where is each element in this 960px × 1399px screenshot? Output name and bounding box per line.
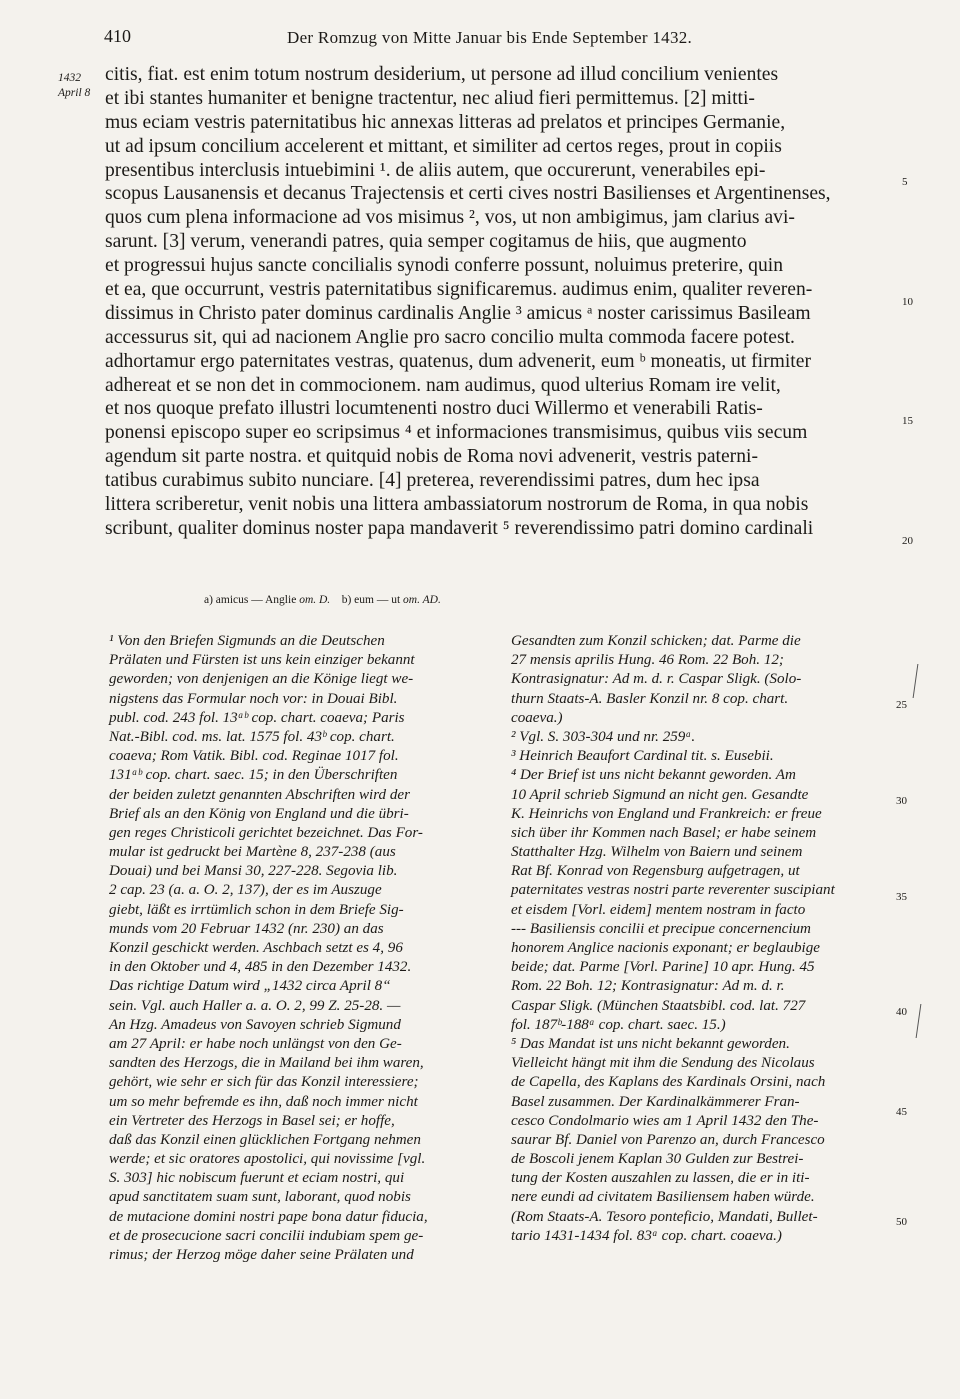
main-text-line: quos cum plena informacione ad vos misimus ², vos, ut non ambigimus, jam clarius avi-: [105, 207, 795, 229]
apparatus-b-sigla: om. AD.: [403, 594, 441, 606]
footnote-line: saurar Bf. Daniel von Parenzo an, durch Francesco: [511, 1131, 825, 1148]
line-number: 15: [902, 415, 913, 427]
main-text-line: citis, fiat. est enim totum nostrum desiderium, ut persone ad illud concilium venientes: [105, 64, 779, 85]
footnote-line: Nat.-Bibl. cod. ms. lat. 1575 fol. 43ᵇ cop. chart.: [109, 728, 395, 745]
main-text-line: scribunt, qualiter dominus noster papa mandaverit ⁵ reverendissimo patri domino cardinali: [105, 517, 814, 539]
footnote-line: Konzil geschickt werden. Aschbach setzt es 4, 96: [109, 940, 403, 956]
footnote-line: tung der Kosten auszahlen zu lassen, die er in iti-: [511, 1170, 810, 1187]
margin-date-year: 1432: [58, 72, 81, 84]
main-text-line: et progressui hujus sancte concilialis synodi conferre possunt, noluimus preterire, quin: [105, 255, 784, 277]
apparatus-a-sigla: om. D.: [299, 594, 331, 606]
footnote-line: --- Basiliensis concilii et precipue concernencium: [511, 920, 811, 937]
footnote-line: K. Heinrichs von England und Frankreich: er freue: [511, 805, 822, 822]
footnote-line: An Hzg. Amadeus von Savoyen schrieb Sigmund: [109, 1016, 401, 1033]
main-text-line: et ea, que occurrunt, vestris paternitatibus significaremus. audimus enim, qualiter reveren-: [105, 279, 813, 301]
line-number: 20: [902, 535, 913, 547]
line-number: 25: [896, 699, 907, 711]
footnote-line: Douai) und bei Mansi 30, 227-228. Segovia lib.: [109, 863, 398, 880]
footnote-line: 10 April schrieb Sigmund an nicht gen. Gesandte: [511, 786, 809, 803]
line-number: 35: [896, 891, 907, 903]
main-text-line: et ibi stantes humaniter et benigne tractentur, nec aliud fieri permittemus. [2] mitti-: [105, 87, 755, 109]
footnote-line: publ. cod. 243 fol. 13ᵃᵇ cop. chart. coaeva; Paris: [109, 709, 405, 726]
footnote-line: fol. 187ᵇ-188ᵃ cop. chart. saec. 15.): [511, 1016, 726, 1033]
footnote-line: et eisdem [Vorl. eidem] mentem nostram in facto: [511, 901, 806, 918]
footnote-line: cesco Condolmario wies am 1 April 1432 den The-: [511, 1112, 819, 1129]
main-text-line: adhortamur ergo paternitates vestras, quatenus, dum advenerit, eum ᵇ moneatis, ut firmiter: [105, 350, 811, 372]
main-text-line: presentibus interclusis intuebimini ¹. de aliis autem, que occurerunt, venerabiles epi-: [105, 159, 766, 181]
line-number: 40: [896, 1006, 907, 1018]
footnote-line: in den Oktober und 4, 485 in den Dezember 1432.: [109, 959, 412, 976]
footnote-line: geworden; von denjenigen an die Könige liegt we-: [109, 671, 414, 688]
footnote-line: mular ist gedruckt bei Martène 8, 237-238 (aus: [109, 844, 396, 861]
main-text-line: accessurus sit, qui ad nacionem Anglie pro sacro concilio multa commoda facere potest.: [105, 326, 795, 348]
footnote-line: Gesandten zum Konzil schicken; dat. Parme die: [511, 633, 801, 649]
footnote-line: thurn Staats-A. Basler Konzil nr. 8 cop. chart.: [511, 690, 789, 707]
main-text: [105, 63, 898, 541]
main-text-line: tatibus curabimus subito nunciare. [4] preterea, reverendissimi patres, dum hec ipsa: [105, 470, 760, 492]
footnote-line: tario 1431-1434 fol. 83ᵃ cop. chart. coaeva.): [511, 1227, 782, 1244]
main-text-line: adhereat et se non det in commocionem. nam audimus, quod ulterius Romam ire velit,: [105, 374, 781, 396]
line-number: 50: [896, 1216, 907, 1228]
footnote-line: Rom. 22 Boh. 12; Kontrasignatur: Ad m. d. r.: [511, 978, 785, 995]
main-text-line: sarunt. [3] verum, venerandi patres, quia semper cogitamus de hiis, que augmento: [105, 231, 747, 253]
main-text-line: ut ad ipsum concilium accelerent et mittant, et similiter ad certos reges, prout in copiis: [105, 135, 782, 157]
footnote-line: ⁵ Das Mandat ist uns nicht bekannt geworden.: [511, 1035, 790, 1052]
footnote-line: munds vom 20 Februar 1432 (nr. 230) an das: [109, 920, 384, 937]
line-number: 45: [896, 1106, 907, 1118]
footnote-line: Das richtige Datum wird „1432 circa April 8“: [109, 978, 391, 995]
line-number: 5: [902, 176, 908, 188]
apparatus-a: a) amicus — Anglie: [204, 594, 297, 606]
footnote-line: um so mehr befremde es ihn, daß noch immer nicht: [109, 1093, 418, 1110]
margin-date: [58, 71, 90, 101]
footnote-line: nere eundi ad civitatem Basiliensem haben würde.: [511, 1189, 815, 1206]
line-number: 10: [902, 296, 913, 308]
footnote-line: (Rom Staats-A. Tesoro ponteficio, Mandati, Bullet-: [511, 1208, 818, 1225]
footnote-line: Statthalter Hzg. Wilhelm von Baiern und seinem: [511, 844, 803, 861]
footnote-line: Caspar Sligk. (München Staatsbibl. cod. lat. 727: [511, 997, 806, 1014]
footnote-line: Vielleicht hängt mit ihm die Sendung des Nicolaus: [511, 1055, 815, 1072]
footnote-line: Rat Bf. Konrad von Regensburg aufgetragen, ut: [511, 863, 800, 880]
footnote-line: werde; et sic oratores apostolici, qui novissime [vgl.: [109, 1151, 426, 1168]
margin-date-day: April 8: [58, 87, 91, 99]
main-text-line: et nos quoque prefato illustri locumtenenti nostro duci Willermo et venerabili Ratis-: [105, 398, 763, 420]
footnote-line: ⁴ Der Brief ist uns nicht bekannt geworden. Am: [511, 767, 796, 784]
margin-pencil-mark: [913, 664, 929, 698]
main-text-line: mus eciam vestris paternitatibus hic annexas litteras ad prelatos et principes Germanie,: [105, 111, 786, 133]
footnote-line: 131ᵃᵇ cop. chart. saec. 15; in den Überschriften: [109, 767, 398, 784]
footnote-line: 27 mensis aprilis Hung. 46 Rom. 22 Boh. 12;: [511, 652, 784, 669]
footnote-line: Basel zusammen. Der Kardinalkämmerer Fran-: [511, 1093, 800, 1110]
footnote-line: ³ Heinrich Beaufort Cardinal tit. s. Eusebii.: [511, 748, 774, 765]
footnote-line: Brief als an den König von England und die übri-: [109, 805, 409, 822]
footnote-line: sandten des Herzogs, die in Mailand bei ihm waren,: [109, 1055, 424, 1072]
margin-pencil-mark: [916, 1004, 932, 1038]
footnote-line: nigstens das Formular noch vor: in Douai Bibl.: [109, 690, 398, 707]
footnote-line: honorem Anglice nacionis exponant; er beglaubige: [511, 940, 820, 956]
apparatus-b: b) eum — ut: [341, 594, 401, 606]
footnote-line: am 27 April: er habe noch unlängst von den Ge-: [109, 1035, 402, 1052]
critical-apparatus: [204, 594, 441, 606]
footnote-line: S. 303] hic nobiscum fuerunt et eciam nostri, qui: [109, 1170, 405, 1187]
footnote-line: 2 cap. 23 (a. a. O. 2, 137), der es im Auszuge: [109, 882, 382, 899]
footnote-line: giebt, läßt es irrtümlich schon in dem Briefe Sig-: [109, 901, 404, 918]
page-number: 410: [104, 26, 131, 46]
footnote-line: gen reges Christicoli gerichtet bezeichnet. Das For-: [109, 824, 423, 841]
footnote-line: coaeva; Rom Vatik. Bibl. cod. Reginae 1017 fol.: [109, 748, 399, 765]
footnote-line: de Boscoli jenem Kaplan 30 Gulden zur Bestrei-: [511, 1151, 804, 1168]
footnote-line: apud sanctitatem suam sunt, laborant, quod nobis: [109, 1189, 411, 1206]
footnote-line: sein. Vgl. auch Haller a. a. O. 2, 99 Z. 25-28. —: [109, 997, 401, 1014]
footnotes-right-column: [511, 632, 895, 1246]
footnote-line: de Capella, des Kaplans des Kardinals Orsini, nach: [511, 1074, 826, 1091]
footnote-line: et de prosecucione sacri concilii indubiam spem ge-: [109, 1227, 424, 1244]
footnote-line: sich über ihr Kommen nach Basel; er habe seinem: [511, 824, 817, 841]
footnote-line: coaeva.): [511, 709, 563, 726]
footnote-line: Kontrasignatur: Ad m. d. r. Caspar Sligk. (Solo-: [511, 671, 802, 688]
footnote-line: ¹ Von den Briefen Sigmunds an die Deutschen: [109, 633, 385, 649]
footnote-line: de mutacione domini nostri pape bona datur fiducia,: [109, 1208, 428, 1225]
line-number: 30: [896, 795, 907, 807]
main-text-line: scopus Lausanensis et decanus Trajectensis et certi cives nostri Basilienses et Argentinenses,: [105, 183, 831, 205]
main-text-line: littera scriberetur, venit nobis una littera ambassiatorum nostrorum de Roma, in qua nobis: [105, 494, 809, 516]
footnote-line: der beiden zuletzt genannten Abschriften wird der: [109, 786, 410, 803]
main-text-line: dissimus in Christo pater dominus cardinalis Anglie ³ amicus ᵃ noster carissimus Basileam: [105, 302, 811, 324]
footnote-line: beide; dat. Parme [Vorl. Parine] 10 apr. Hung. 45: [511, 959, 815, 976]
footnote-line: Prälaten und Fürsten ist uns kein einziger bekannt: [109, 652, 415, 669]
main-text-line: ponensi episcopo super eo scripsimus ⁴ et informaciones transmisimus, quibus viis secum: [105, 422, 808, 444]
footnote-line: daß das Konzil einen glücklichen Fortgang nehmen: [109, 1131, 421, 1148]
footnotes-left-column: [109, 632, 489, 1265]
page-header: [0, 14, 960, 50]
main-text-line: agendum sit parte nostra. et quitquid nobis de Roma novi advenerit, vestris paterni-: [105, 446, 758, 468]
footnote-line: ² Vgl. S. 303-304 und nr. 259ᵃ.: [511, 728, 696, 745]
footnote-line: rimus; der Herzog möge daher seine Prälaten und: [109, 1247, 414, 1263]
running-title: Der Romzug von Mitte Januar bis Ende September 1432.: [287, 28, 693, 47]
footnote-line: gehört, wie sehr er sich für das Konzil interessiere;: [109, 1074, 419, 1091]
footnote-line: paternitates vestras nostri parte reverenter suscipiant: [511, 882, 835, 899]
footnote-line: ein Vertreter des Herzogs in Basel sei; er hoffe,: [109, 1112, 395, 1129]
